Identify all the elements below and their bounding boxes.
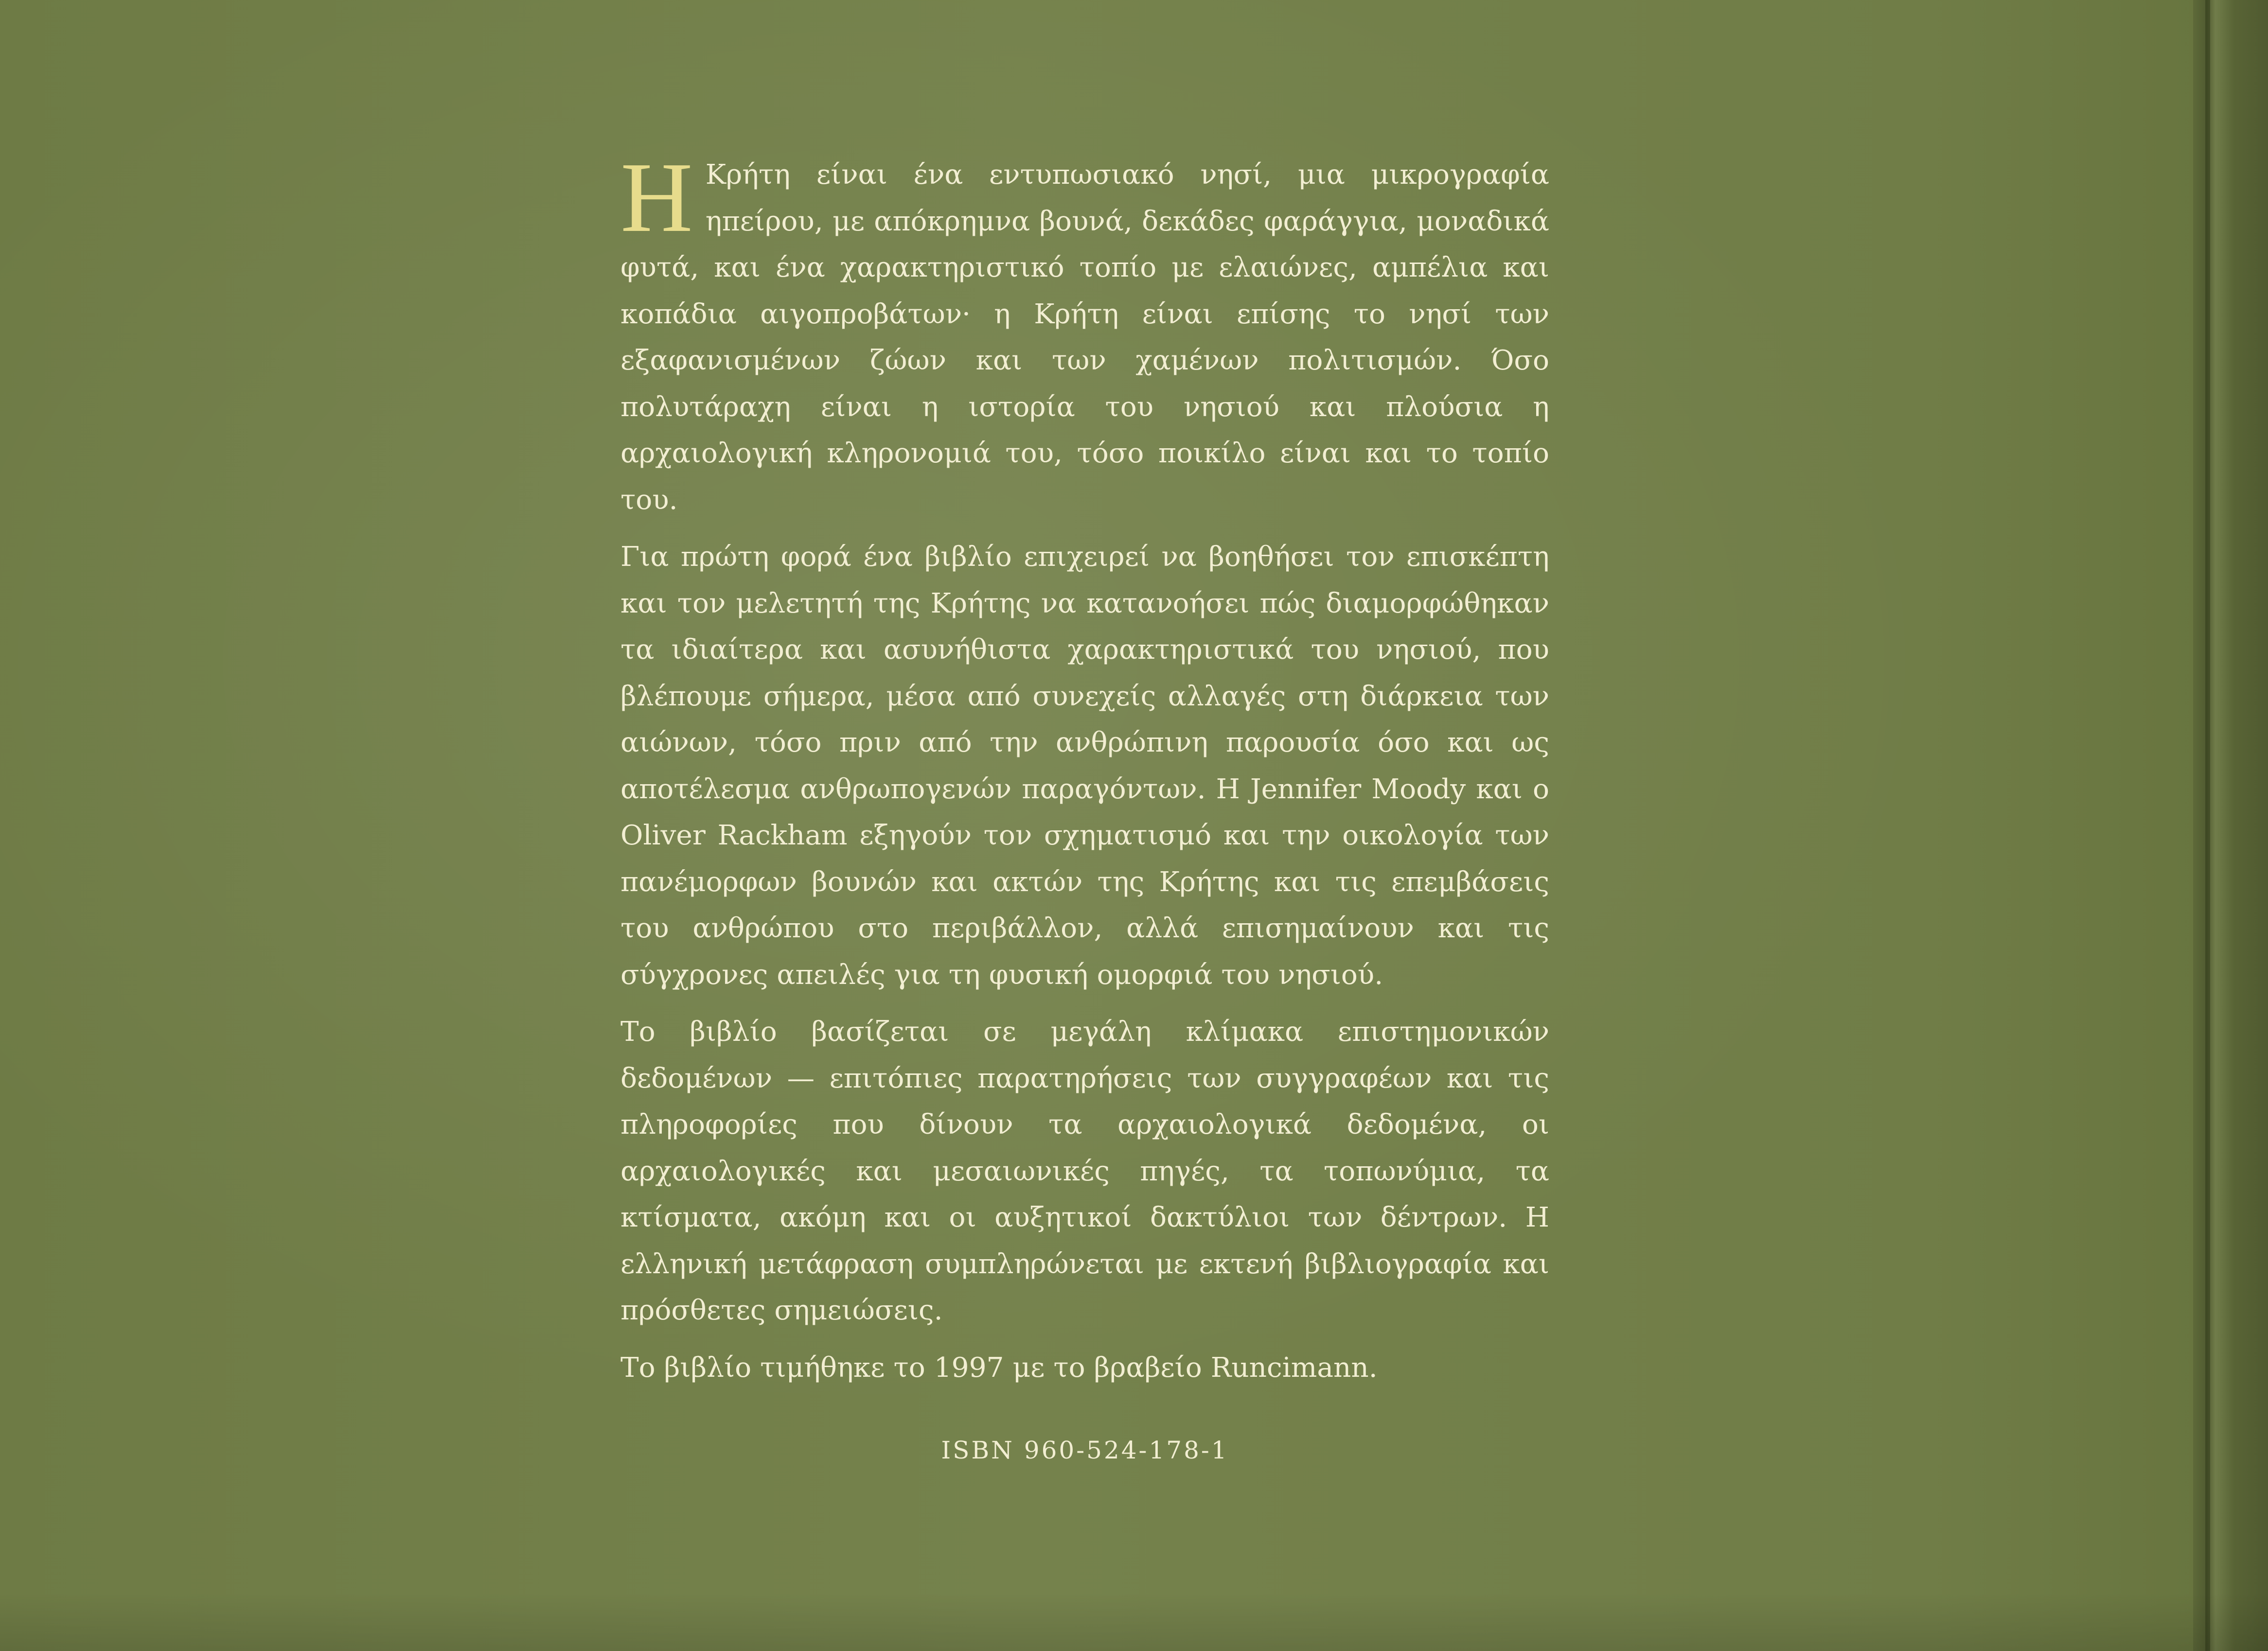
blurb-paragraph-1 bbox=[620, 141, 1549, 523]
award-note: Το βιβλίο τιμήθηκε το 1997 με το βραβείο Runcimann. bbox=[620, 1352, 1378, 1384]
book-spine-edge bbox=[2193, 0, 2268, 1651]
bottom-edge-shade bbox=[0, 1593, 2268, 1651]
spine-crease bbox=[2205, 0, 2210, 1651]
blurb-paragraph-2: Για πρώτη φορά ένα βιβλίο επιχειρεί να βοηθήσει τον επισκέπτη και τον μελετητή της Κρήτης να κατανοήσει πώς διαμορφώθηκαν τα ιδιαίτερα και ασυνήθιστα χαρακτηριστικά του νησιού, που βλέπουμε σήμερα, μέσα από συνεχείς αλλαγές στη διάρκεια των αιώνων, τόσο πριν από την ανθρώπινη παρουσία όσο και ως αποτέλεσμα ανθρωπογενών παραγόντων. Η Jennifer Moody και ο Oliver Rackham εξηγούν τον σχηματισμό και την οικολογία των πανέμορφων βουνών και ακτών της Κρήτης και τις επεμβάσεις του ανθρώπου στο περιβάλλον, αλλά επισημαίνουν και τις σύγχρονες απειλές για τη φυσική ομορφιά του νησιού. bbox=[620, 541, 1549, 991]
isbn-number: ISBN 960-524-178-1 bbox=[941, 1436, 1229, 1464]
paragraph-1-text: Κρήτη είναι ένα εντυπωσιακό νησί, μια μικρογραφία ηπείρου, με απόκρημνα βουνά, δεκάδες φαράγγια, μοναδικά φυτά, και ένα χαρακτηριστικό τοπίο με ελαιώνες, αμπέλια και κοπάδια αιγοπροβάτων· η Κρήτη είναι επίσης το νησί των εξαφανισμένων ζώων και των χαμένων πολιτισμών. Όσο πολυτάραχη είναι η ιστορία του νησιού και πλούσια η αρχαιολογική κληρονομιά του, τόσο ποικίλο είναι και το τοπίο του. bbox=[620, 159, 1549, 516]
blurb-text bbox=[620, 141, 1549, 1402]
drop-cap: Η bbox=[620, 141, 693, 253]
blurb-paragraph-3: Το βιβλίο βασίζεται σε μεγάλη κλίμακα επιστημονικών δεδομένων — επιτόπιες παρατηρήσεις των συγγραφέων και τις πληροφορίες που δίνουν τα αρχαιολογικά δεδομένα, οι αρχαιολογικές και μεσαιωνικές πηγές, τα τοπωνύμια, τα κτίσματα, ακόμη και οι αυξητικοί δακτύλιοι των δέντρων. Η ελληνική μετάφραση συμπληρώνεται με εκτενή βιβλιογραφία και πρόσθετες σημειώσεις. bbox=[620, 1016, 1549, 1326]
